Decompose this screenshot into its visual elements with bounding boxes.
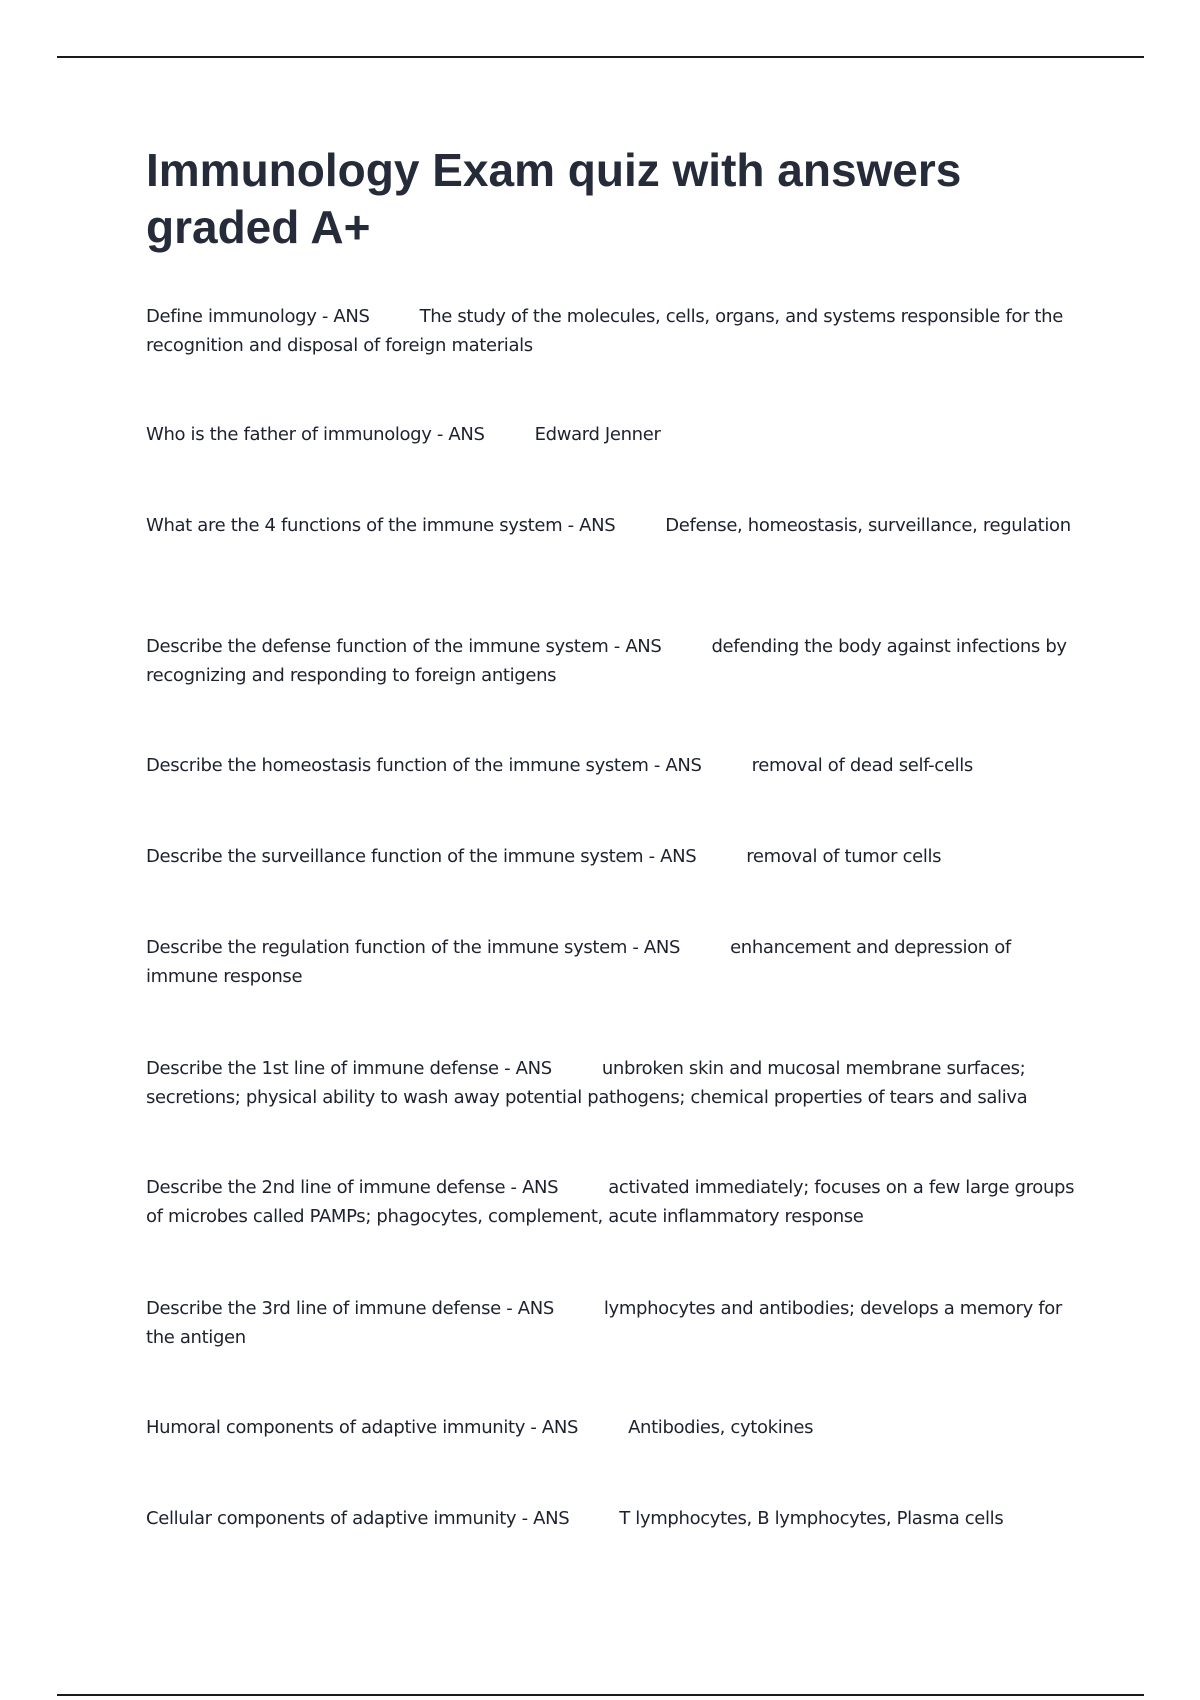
question-text: Describe the homeostasis function of the immune system - ANS bbox=[146, 755, 702, 776]
question-text: Cellular components of adaptive immunity - ANS bbox=[146, 1508, 570, 1529]
question-text: Describe the surveillance function of the immune system - ANS bbox=[146, 846, 697, 867]
qa-item-second-line-defense bbox=[146, 1173, 1086, 1231]
qa-item-father-of-immunology bbox=[146, 420, 1086, 449]
answer-text: removal of dead self-cells bbox=[751, 755, 973, 776]
top-rule bbox=[57, 56, 1144, 58]
question-text: Define immunology - ANS bbox=[146, 306, 370, 327]
answer-text: Antibodies, cytokines bbox=[628, 1417, 814, 1438]
bottom-rule bbox=[57, 1694, 1144, 1696]
answer-text: lymphocytes and antibodies; develops a memory for the antigen bbox=[146, 1298, 1062, 1348]
qa-item-first-line-defense bbox=[146, 1054, 1086, 1112]
question-text: Who is the father of immunology - ANS bbox=[146, 424, 485, 445]
answer-text: T lymphocytes, B lymphocytes, Plasma cells bbox=[619, 1508, 1004, 1529]
qa-item-cellular-components bbox=[146, 1504, 1086, 1533]
qa-item-regulation-function bbox=[146, 933, 1086, 991]
question-text: Humoral components of adaptive immunity - ANS bbox=[146, 1417, 579, 1438]
question-text: Describe the 3rd line of immune defense - ANS bbox=[146, 1298, 554, 1319]
qa-item-four-functions bbox=[146, 511, 1086, 540]
answer-text: defending the body against infections by recognizing and responding to foreign antigens bbox=[146, 636, 1067, 686]
qa-item-third-line-defense bbox=[146, 1294, 1086, 1352]
qa-item-humoral-components bbox=[146, 1413, 1086, 1442]
answer-text: Defense, homeostasis, surveillance, regulation bbox=[665, 515, 1071, 536]
question-text: Describe the 2nd line of immune defense - ANS bbox=[146, 1177, 559, 1198]
answer-text: The study of the molecules, cells, organs, and systems responsible for the recognition and disposal of foreign materials bbox=[146, 306, 1063, 356]
question-text: Describe the defense function of the immune system - ANS bbox=[146, 636, 662, 657]
qa-item-define-immunology bbox=[146, 302, 1086, 360]
answer-text: enhancement and depression of immune response bbox=[146, 937, 1011, 987]
answer-text: removal of tumor cells bbox=[746, 846, 942, 867]
page-title: Immunology Exam quiz with answers graded A+ bbox=[146, 144, 962, 253]
question-text: Describe the regulation function of the immune system - ANS bbox=[146, 937, 681, 958]
qa-item-surveillance-function bbox=[146, 842, 1086, 871]
question-text: Describe the 1st line of immune defense - ANS bbox=[146, 1058, 552, 1079]
answer-text: unbroken skin and mucosal membrane surfaces; secretions; physical ability to wash away potential pathogens; chemical properties of tears and saliva bbox=[146, 1058, 1028, 1108]
qa-item-defense-function bbox=[146, 632, 1086, 690]
answer-text: Edward Jenner bbox=[534, 424, 661, 445]
question-text: What are the 4 functions of the immune system - ANS bbox=[146, 515, 616, 536]
qa-item-homeostasis-function bbox=[146, 751, 1086, 780]
answer-text: activated immediately; focuses on a few large groups of microbes called PAMPs; phagocytes, complement, acute inflammatory response bbox=[146, 1177, 1075, 1227]
